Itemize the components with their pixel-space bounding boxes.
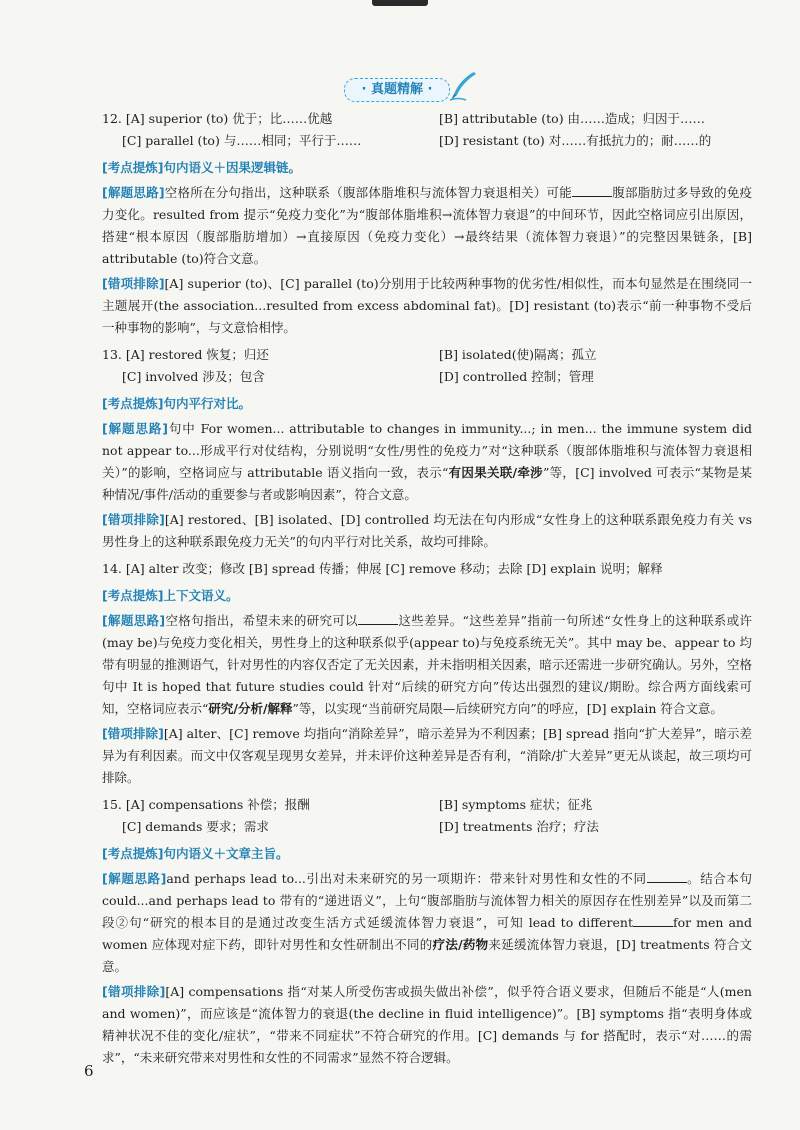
- cuoxiang-text: [A] restored、[B] isolated、[D] controlled 均无法在句内形成“女性身上的这种联系跟免疫力有关 vs 男性身上的这种联系跟免疫力无关”的句内平行对比关系，故均可排除。: [102, 512, 752, 549]
- jieti-text-post: 这些差异。“这些差异”指前一句所述“女性身上的这种联系或许(may be)与免疫力变化相关，男性身上的这种联系似乎(appear to)与免疫系统无关”。其中 may be、appear to 均带有明显的推测语气，针对男性的内容仅否定了无关因素，并未指明相关因素，暗示还需进一步研究确认。另外，空格句中 It is hoped that future studies could 针对“后续的研究方向”传达出强烈的建议/期盼。综合两方面线索可知，空格词应表示“: [102, 613, 753, 716]
- answer-blank: [358, 611, 398, 625]
- q15-options-row1: [102, 794, 752, 816]
- cuoxiang-label: [错项排除]: [102, 512, 165, 527]
- kaodian-label: [考点提炼]: [102, 160, 164, 175]
- q14-cuoxiang: [102, 723, 752, 789]
- cuoxiang-label: [错项排除]: [102, 276, 165, 291]
- q15-option-d: [D] treatments 治疗；疗法: [439, 819, 599, 834]
- q12-option-c: [C] parallel (to) 与……相同；平行于……: [122, 133, 362, 148]
- jieti-text-c: for men and women 应体现对症下药，即针对男性和女性研制出不同的: [102, 915, 752, 952]
- answer-blank: [633, 913, 673, 927]
- q13-cuoxiang: [102, 509, 752, 553]
- jieti-emphasis: 疗法/药物: [432, 937, 489, 952]
- answer-blank: [647, 869, 687, 883]
- top-edge-mark: [372, 0, 428, 6]
- answer-explanations: [102, 108, 752, 1069]
- jieti-text-d: 来延缓流体智力衰退，[D] treatments 符合文意。: [102, 937, 752, 974]
- q13-option-c: [C] involved 涉及；包含: [122, 369, 265, 384]
- jieti-label: [解题思路]: [102, 421, 168, 436]
- q14-options-text: [A] alter 改变；修改 [B] spread 传播；伸展 [C] remove 移动；去除 [D] explain 说明；解释: [125, 561, 663, 576]
- q13-number: 13.: [102, 347, 122, 362]
- jieti-text-pre: 空格所在分句指出，这种联系（腹部体脂堆积与流体智力衰退相关）可能: [164, 185, 572, 200]
- cuoxiang-text: [A] alter、[C] remove 均指向“消除差异”，暗示差异为不利因素；[B] spread 指向“扩大差异”，暗示差异为有利因素。而文中仅客观呈现男女差异，并未评价这种差异是否有利，“消除/扩大差异”更无从谈起，故三项均可排除。: [102, 726, 752, 785]
- q12-number: 12.: [102, 111, 122, 126]
- jieti-emphasis: 研究/分析/解释: [208, 701, 293, 716]
- q13-jieti: [102, 418, 752, 506]
- kaodian-label: [考点提炼]: [102, 396, 164, 411]
- q15-option-c: [C] demands 要求；需求: [122, 819, 269, 834]
- q13-options-row2: [102, 366, 752, 388]
- q14-options: [102, 558, 752, 580]
- q14-kaodian: [102, 585, 752, 607]
- q15-option-a: [A] compensations 补偿；报酬: [125, 797, 310, 812]
- q15-kaodian: [102, 843, 752, 865]
- q13-options-row1: [102, 344, 752, 366]
- q13-option-a: [A] restored 恢复；归还: [125, 347, 269, 362]
- cuoxiang-label: [错项排除]: [102, 984, 166, 999]
- jieti-label: [解题思路]: [102, 613, 166, 628]
- q12-option-d: [D] resistant (to) 对……有抵抗力的；耐……的: [439, 133, 712, 148]
- q14-jieti: [102, 610, 752, 720]
- kaodian-text: 上下文语义。: [163, 588, 239, 603]
- cuoxiang-label: [错项排除]: [102, 726, 164, 741]
- cuoxiang-text: [A] superior (to)、[C] parallel (to)分别用于比较两种事物的优劣性/相似性，而本句显然是在围绕同一主题展开(the association...resulted from excess abdominal fat)。[D] resistant (to)表示“前一种事物不受后一种事物的影响”，与文意恰相悖。: [102, 276, 752, 335]
- q13-kaodian: [102, 393, 752, 415]
- jieti-text-a: and perhaps lead to...引出对未来研究的另一项期许：带来针对男性和女性的不同: [166, 871, 647, 886]
- cuoxiang-text: [A] compensations 指“对某人所受伤害或损失做出补偿”，似乎符合语义要求，但随后不能是“人(men and women)”，而应该是“流体智力的衰退(the decline in fluid intelligence)”。[B] symptoms 指“表明身体或精神状况不佳的变化/症状”，“带来不同症状”不符合研究的作用。[C] demands 与 for 搭配时，表示“对……的需求”，“未来研究带来对男性和女性的不同需求”显然不符合逻辑。: [102, 984, 752, 1065]
- q15-cuoxiang: [102, 981, 752, 1069]
- jieti-text-b: 。结合本句 could...and perhaps lead to 带有的“递进语义”，上句“腹部脂肪与流体智力相关的原因存在性别差异”以及而第二段②句“研究的根本目的是通过改变生活方式延缓流体智力衰退”，可知 lead to different: [102, 871, 752, 930]
- jieti-emphasis: 有因果关联/牵涉: [448, 465, 543, 480]
- jieti-text-a: 句中 For women... attributable to changes in immunity...; in men... the immune system did not appear to...形成平行对仗结构，分别说明“女性/男性的免疫力”对“这种联系（腹部体脂堆积与流体智力衰退相关）”的影响，空格词应与 attributable 语义指向一致，表示“: [102, 421, 752, 480]
- jieti-label: [解题思路]: [102, 871, 167, 886]
- q14-number: 14.: [102, 561, 122, 576]
- q15-jieti: [102, 868, 752, 978]
- quill-pen-icon: [448, 70, 478, 102]
- kaodian-label: [考点提炼]: [102, 588, 164, 603]
- q13-option-b: [B] isolated(使)隔离；孤立: [439, 347, 597, 362]
- q12-option-a: [A] superior (to) 优于；比……优越: [125, 111, 333, 126]
- q13-option-d: [D] controlled 控制；管理: [439, 369, 594, 384]
- q12-kaodian: [102, 157, 752, 179]
- page-number: 6: [84, 1062, 94, 1080]
- q15-options-row2: [102, 816, 752, 838]
- jieti-text-end: ”等，以实现“当前研究局限—后续研究方向”的呼应，[D] explain 符合文意。: [292, 701, 723, 716]
- q12-options-row1: [102, 108, 752, 130]
- section-banner: [344, 78, 482, 102]
- q12-option-b: [B] attributable (to) 由……造成；归因于……: [439, 111, 706, 126]
- jieti-text-b: ”等，[C] involved 可表示“某物是某种情况/事件/活动的重要参与者或影响因素”，符合文意。: [102, 465, 752, 502]
- answer-blank: [572, 183, 612, 197]
- q12-jieti: [102, 182, 752, 270]
- kaodian-text: 句内平行对比。: [163, 396, 251, 411]
- kaodian-text: 句内语义＋文章主旨。: [163, 846, 289, 861]
- jieti-text-post: 腹部脂肪过多导致的免疫力变化。resulted from 提示“免疫力变化”为“腹部体脂堆积→流体智力衰退”的中间环节，因此空格词应引出原因，搭建“根本原因（腹部脂肪增加）→直接原因（免疫力变化）→最终结果（流体智力衰退）”的完整因果链条，[B] attributable (to)符合文意。: [102, 185, 752, 266]
- jieti-text-pre: 空格句指出，希望未来的研究可以: [165, 613, 359, 628]
- kaodian-text: 句内语义＋因果逻辑链。: [163, 160, 301, 175]
- section-title: · 真题精解 ·: [344, 78, 450, 102]
- q15-option-b: [B] symptoms 症状；征兆: [439, 797, 593, 812]
- q12-options-row2: [102, 130, 752, 152]
- jieti-label: [解题思路]: [102, 185, 165, 200]
- q12-cuoxiang: [102, 273, 752, 339]
- q15-number: 15.: [102, 797, 122, 812]
- kaodian-label: [考点提炼]: [102, 846, 164, 861]
